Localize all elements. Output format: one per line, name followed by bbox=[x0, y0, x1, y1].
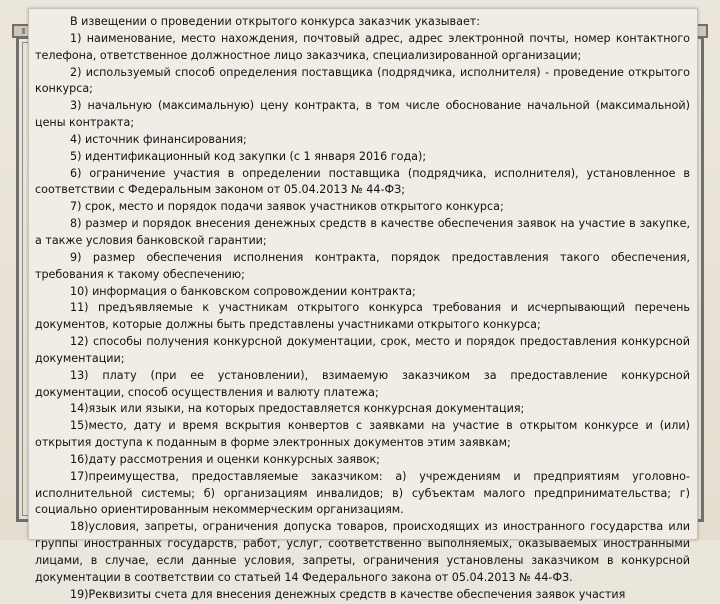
list-item-1: 1) наименование, место нахождения, почтовый адрес, адрес электронной почты, номер контактного телефона, ответственное должностное лицо заказчика, специализированной организации; bbox=[35, 31, 690, 62]
list-item-14: 14)язык или языки, на которых предоставляется конкурсная документация; bbox=[70, 402, 525, 416]
list-item-12: 12) способы получения конкурсной документации, срок, место и порядок предоставления конкурсной документации; bbox=[35, 335, 690, 365]
list-item-4: 4) источник финансирования; bbox=[70, 132, 247, 146]
list-item-19: 19)Реквизиты счета для внесения денежных средств в качестве обеспечения заявок участия bbox=[70, 587, 626, 601]
text-panel bbox=[28, 8, 698, 601]
list-item-16: 16)дату рассмотрения и оценки конкурсных заявок; bbox=[70, 452, 380, 466]
list-item-5: 5) идентификационный код закупки (с 1 января 2016 года); bbox=[70, 149, 427, 163]
list-item-3: 3) начальную (максимальную) цену контракта, в том числе обоснование начальной (максимальной) цены контракта; bbox=[35, 99, 690, 130]
list-item-10: 10) информация о банковском сопровождении контракта; bbox=[70, 284, 416, 298]
list-item-9: 9) размер обеспечения исполнения контракта, порядок предоставления такого обеспечения, требования к такому обеспечению; bbox=[35, 250, 690, 281]
list-item-18: 18)условия, запреты, ограничения допуска товаров, происходящих из иностранного государства или группы иностранных государств, работ, услуг, соответственно выполняемых, оказываемых иностранными лицами, в случае, если данные условия, запреты, ограничения установлены заказчиком в конкурсной документации в соответствии со статьей 14 Федерального закона от 05.04.2013 № 44-ФЗ. bbox=[35, 520, 690, 584]
list-item-15: 15)место, дату и время вскрытия конвертов с заявками на участие в открытом конкурсе и (или) открытия доступа к поданным в форме электронных документов этим заявкам; bbox=[35, 419, 690, 450]
intro-paragraph: В извещении о проведении открытого конкурса заказчик указывает: bbox=[70, 15, 481, 28]
list-item-6: 6) ограничение участия в определении поставщика (подрядчика, исполнителя), установленное в соответствии с Федеральным законом от 05.04.2013 № 44-ФЗ; bbox=[35, 166, 690, 197]
list-item-13: 13) плату (при ее установлении), взимаемую заказчиком за предоставление конкурсной документации, способ осуществления и валюту платежа; bbox=[35, 368, 690, 399]
document-body bbox=[35, 14, 690, 604]
list-item-11: 11) предъявляемые к участникам открытого конкурса требования и исчерпывающий перечень документов, которые должны быть представлены участниками открытого конкурса; bbox=[35, 301, 690, 332]
list-item-2: 2) используемый способ определения поставщика (подрядчика, исполнителя) - проведение открытого конкурса; bbox=[35, 65, 690, 96]
list-item-7: 7) срок, место и порядок подачи заявок участников открытого конкурса; bbox=[70, 200, 504, 214]
ornament-stripe bbox=[22, 28, 25, 34]
list-item-17: 17)преимущества, предоставляемые заказчиком: а) учреждениям и предприятиям уголовно-исполнительной системы; б) организациям инвалидов; в) субъектам малого предпринимательства; г) социально ориентированным некоммерческим организациям. bbox=[35, 469, 690, 517]
list-item-8: 8) размер и порядок внесения денежных средств в качестве обеспечения заявок на участие в закупке, а также условия банковской гарантии; bbox=[35, 217, 690, 247]
